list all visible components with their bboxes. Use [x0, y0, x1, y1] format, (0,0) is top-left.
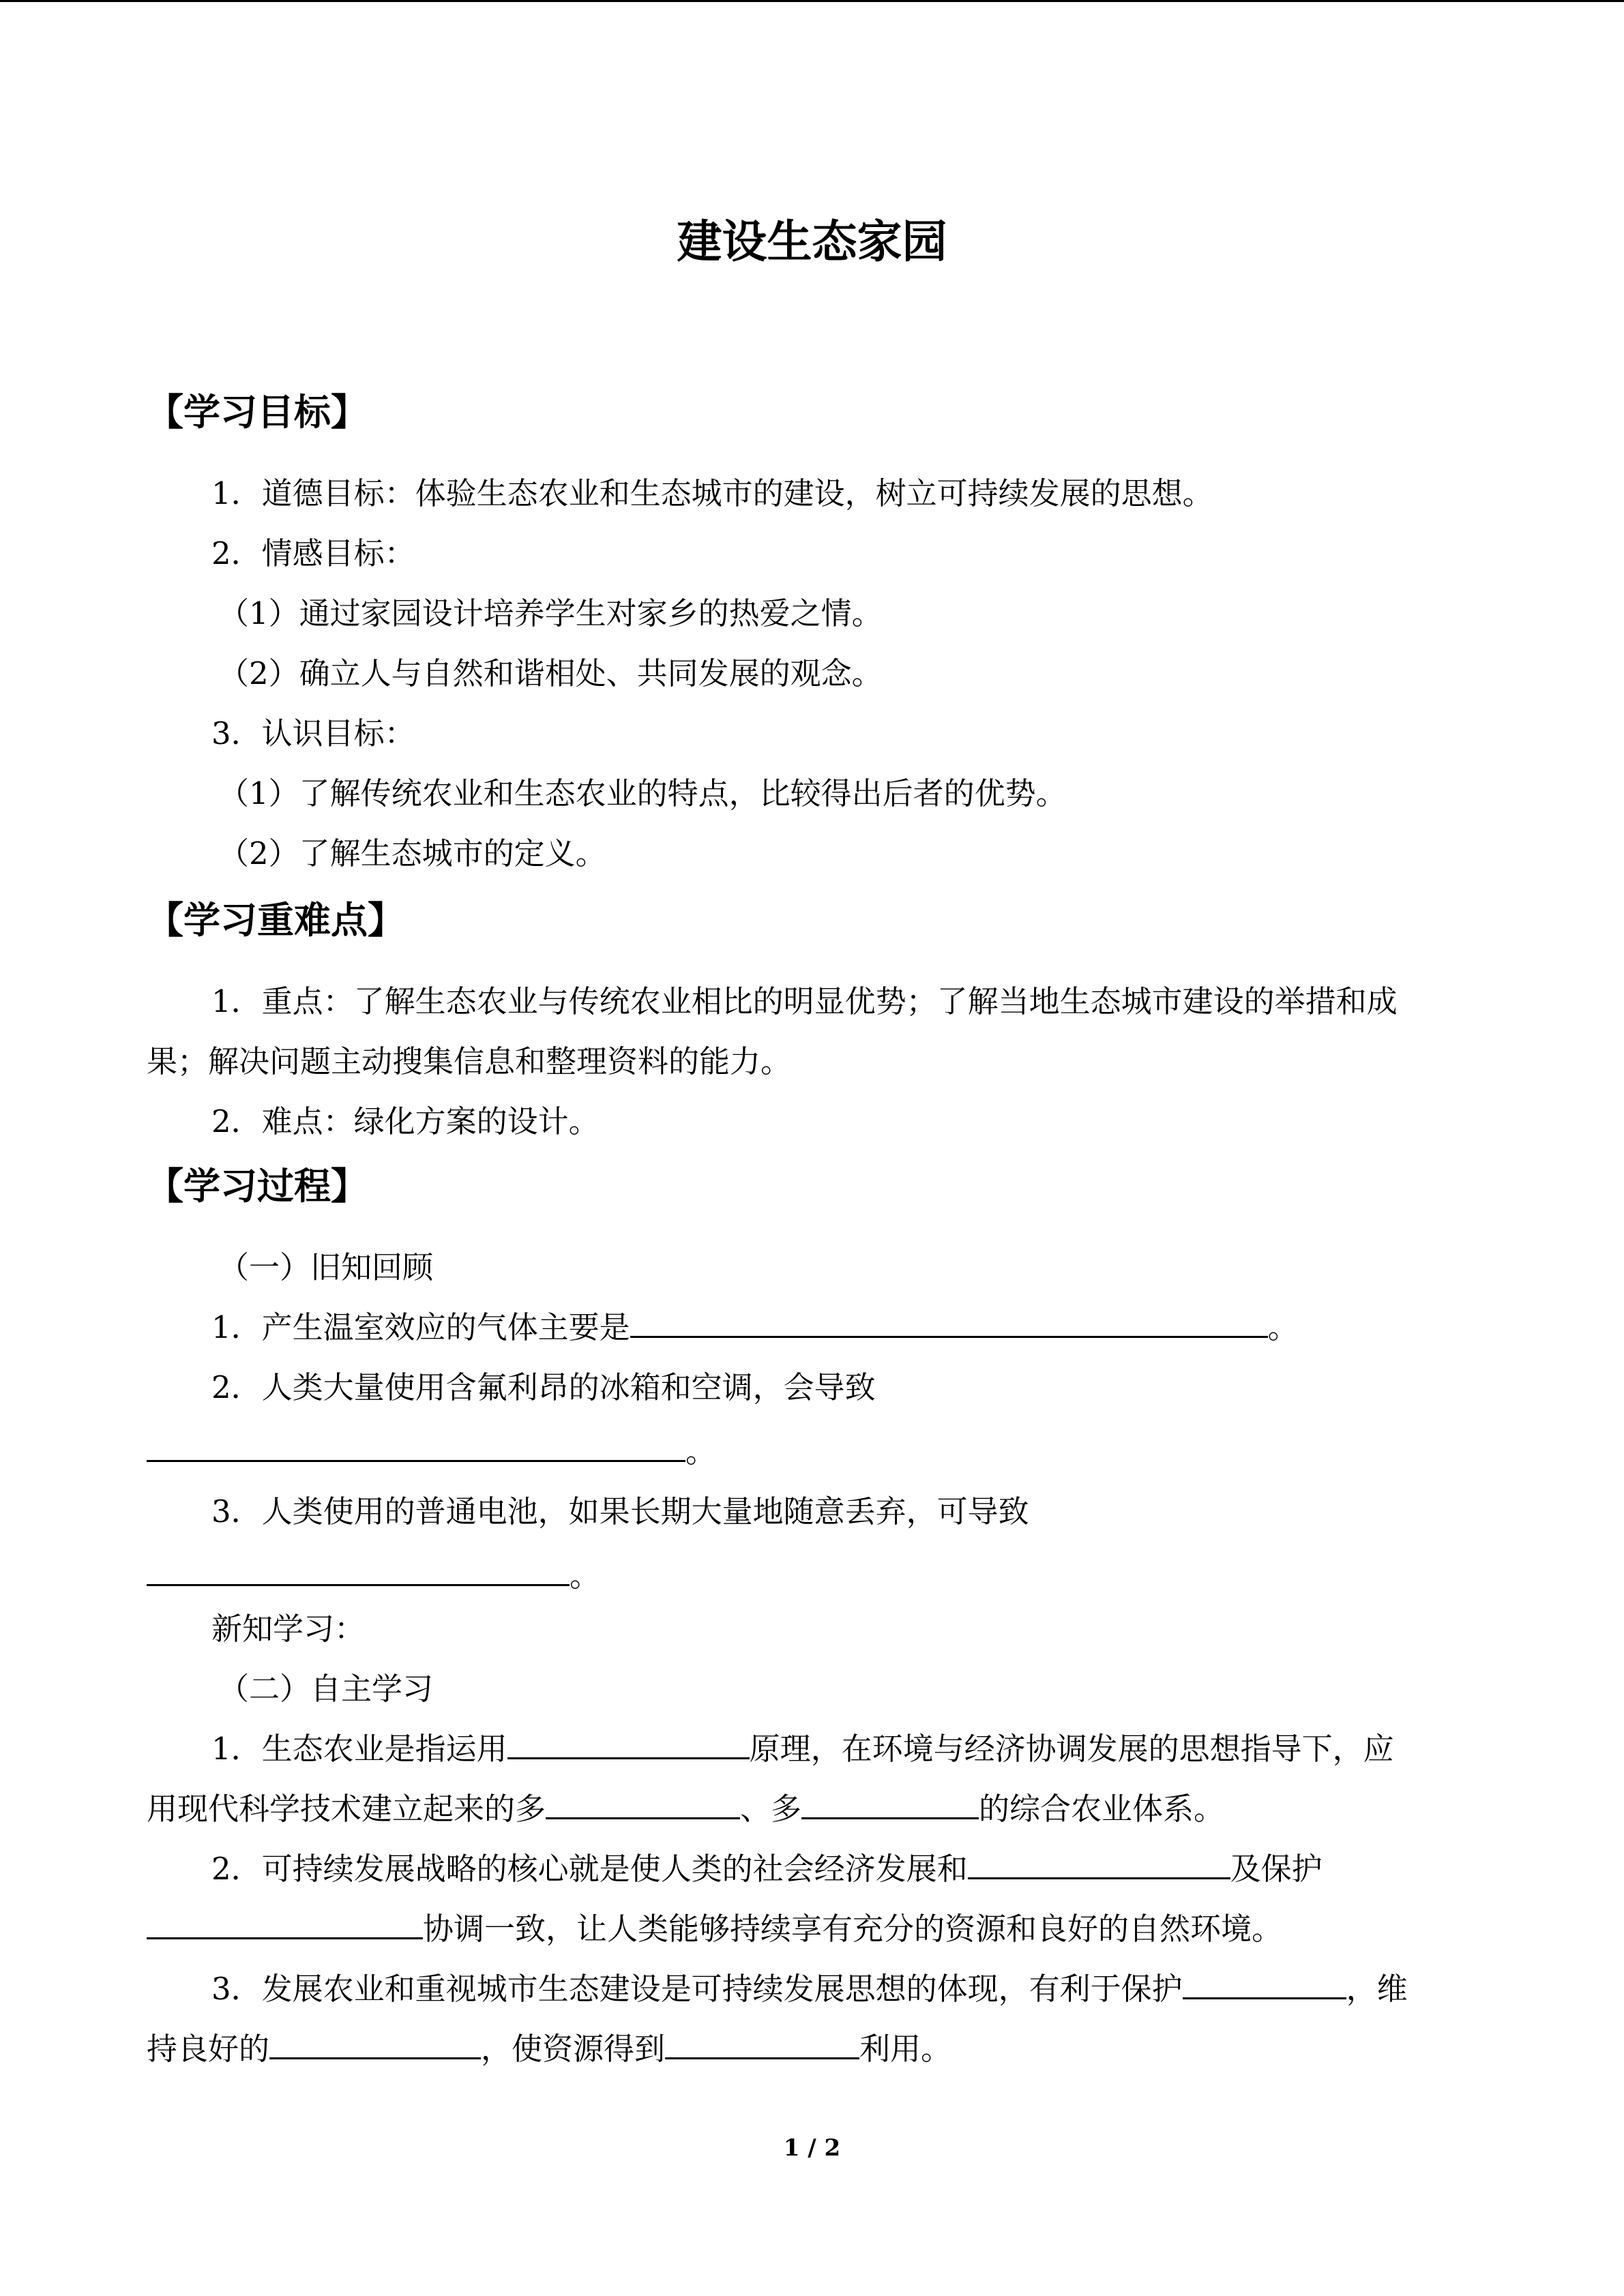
- answer-blank-s3-1[interactable]: [1183, 1960, 1346, 1999]
- self-question-1-text-a: 1．生态农业是指运用: [211, 1731, 507, 1767]
- question-3-end: 。: [570, 1557, 601, 1594]
- self-question-3b: [147, 2019, 951, 2079]
- self-question-1a: [211, 1719, 1394, 1779]
- top-border: [0, 0, 1624, 2]
- question-1-text: 1．产生温室效应的气体主要是: [211, 1309, 630, 1345]
- self-question-1b: [147, 1779, 1224, 1839]
- keypoint-line-2: 2．难点：绿化方案的设计。: [211, 1103, 600, 1139]
- self-study-title: （二）自主学习: [218, 1671, 434, 1707]
- answer-blank-s1-2[interactable]: [546, 1780, 740, 1819]
- self-question-3a: [211, 1959, 1408, 2019]
- self-question-2a: [211, 1839, 1323, 1899]
- page-number: 1 / 2: [783, 2134, 841, 2162]
- question-3: 3．人类使用的普通电池，如果长期大量地随意丢弃，可导致: [211, 1493, 1029, 1530]
- self-question-2-text-a: 2．可持续发展战略的核心就是使人类的社会经济发展和: [211, 1851, 968, 1887]
- self-question-1-text-b: 原理，在环境与经济协调发展的思想指导下，应: [749, 1731, 1394, 1767]
- question-2-answer: [147, 1422, 716, 1482]
- objective-line-3: （1）通过家园设计培养学生对家乡的热爱之情。: [218, 595, 883, 631]
- objective-line-2: 2．情感目标：: [211, 535, 415, 571]
- self-question-3-text-b: ，维: [1346, 1971, 1408, 2007]
- question-2: 2．人类大量使用含氟利昂的冰箱和空调，会导致: [211, 1369, 876, 1405]
- self-question-3-text-d: ，使资源得到: [481, 2031, 666, 2067]
- answer-blank-s1-3[interactable]: [801, 1780, 979, 1819]
- answer-blank-s2-2[interactable]: [147, 1900, 423, 1939]
- question-3-answer: [147, 1546, 600, 1606]
- answer-blank-s3-3[interactable]: [665, 2020, 859, 2059]
- self-question-2-text-c: 协调一致，让人类能够持续享有充分的资源和良好的自然环境。: [423, 1911, 1283, 1947]
- self-question-3-text-e: 利用。: [859, 2031, 952, 2067]
- answer-blank-s3-2[interactable]: [269, 2020, 481, 2059]
- objective-line-1: 1．道德目标：体验生态农业和生态城市的建设，树立可持续发展的思想。: [211, 475, 1213, 511]
- question-1-end: 。: [1267, 1309, 1299, 1345]
- page-title: 建设生态家园: [677, 215, 947, 268]
- objective-line-7: （2）了解生态城市的定义。: [218, 835, 606, 871]
- answer-blank-s2-1[interactable]: [968, 1840, 1230, 1879]
- self-question-2b: [147, 1899, 1282, 1959]
- self-question-1-text-d: 、多: [740, 1791, 802, 1827]
- question-1: [211, 1298, 1299, 1358]
- heading-objectives: 【学习目标】: [147, 391, 368, 434]
- review-title: （一）旧知回顾: [218, 1249, 434, 1285]
- new-learning-title: 新知学习：: [211, 1611, 366, 1647]
- self-question-3-text-a: 3．发展农业和重视城市生态建设是可持续发展思想的体现，有利于保护: [211, 1971, 1183, 2007]
- objective-line-6: （1）了解传统农业和生态农业的特点，比较得出后者的优势。: [218, 775, 1067, 811]
- self-question-1-text-e: 的综合农业体系。: [979, 1791, 1225, 1827]
- keypoint-line-1a: 1．重点：了解生态农业与传统农业相比的明显优势；了解当地生态城市建设的举措和成: [211, 983, 1398, 1019]
- self-question-1-text-c: 用现代科学技术建立起来的多: [147, 1791, 546, 1827]
- keypoint-line-1b: 果；解决问题主动搜集信息和整理资料的能力。: [147, 1043, 792, 1079]
- objective-line-5: 3．认识目标：: [211, 715, 415, 751]
- answer-blank-2[interactable]: [147, 1422, 685, 1462]
- objective-line-4: （2）确立人与自然和谐相处、共同发展的观念。: [218, 655, 883, 691]
- answer-blank-1[interactable]: [630, 1298, 1268, 1338]
- question-2-end: 。: [685, 1433, 717, 1470]
- self-question-3-text-c: 持良好的: [147, 2031, 270, 2067]
- answer-blank-3[interactable]: [147, 1547, 570, 1586]
- answer-blank-s1-1[interactable]: [507, 1720, 750, 1759]
- self-question-2-text-b: 及保护: [1230, 1851, 1323, 1887]
- heading-keypoints: 【学习重难点】: [147, 899, 404, 942]
- heading-process: 【学习过程】: [147, 1165, 368, 1208]
